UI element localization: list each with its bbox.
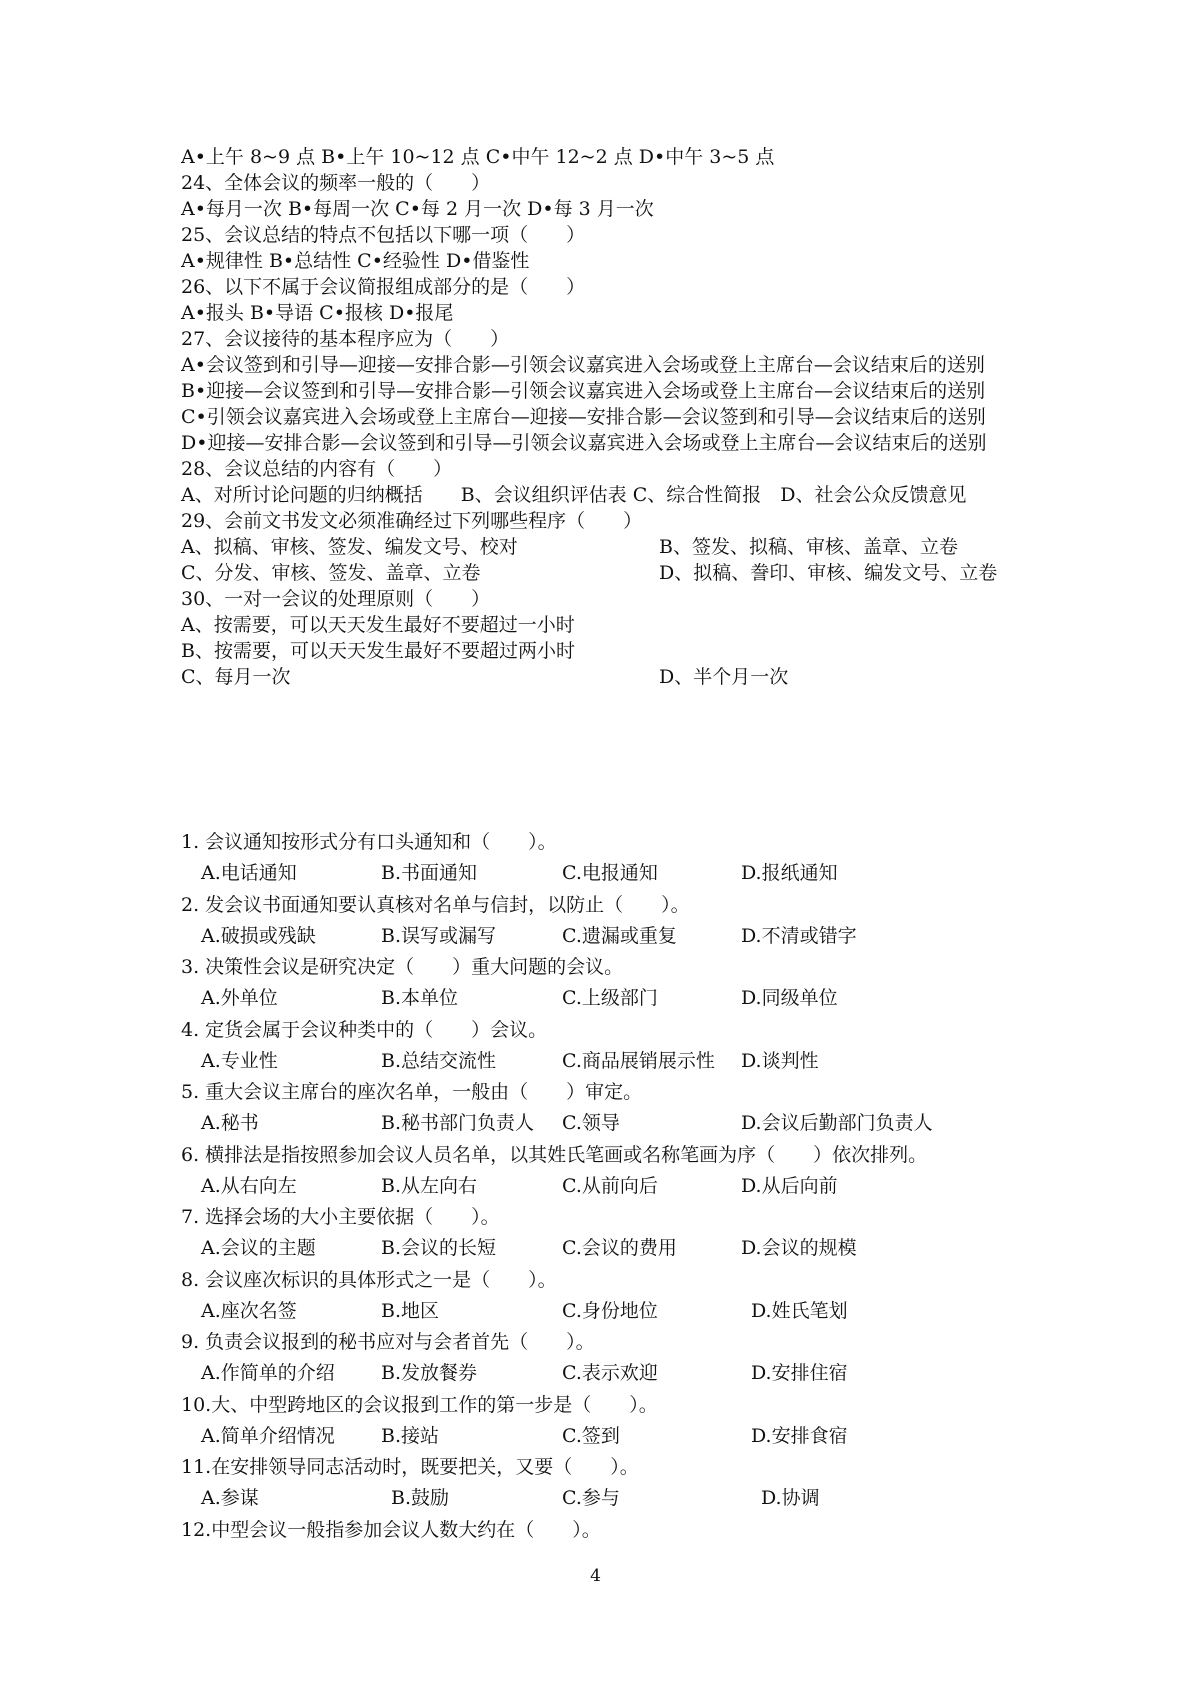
question-stem: 1. 会议通知按形式分有口头通知和（ ）。 bbox=[181, 831, 557, 853]
options-row bbox=[181, 1107, 1041, 1140]
options-row bbox=[181, 1295, 1041, 1328]
option-c: C.参与 bbox=[562, 1487, 620, 1509]
option-a: A.参谋 bbox=[201, 1487, 259, 1509]
question-stem: 12.中型会议一般指参加会议人数大约在（ ）。 bbox=[181, 1518, 601, 1541]
option-a: A.简单介绍情况 bbox=[201, 1424, 335, 1447]
option-a: A.专业性 bbox=[201, 1049, 278, 1072]
option-d: D.不清或错字 bbox=[741, 924, 857, 947]
question-stem: 11.在安排领导同志活动时，既要把关，又要（ ）。 bbox=[181, 1456, 639, 1478]
option-b: B、按需要，可以天天发生最好不要超过两小时 bbox=[181, 640, 575, 662]
option-c: C.签到 bbox=[562, 1424, 620, 1447]
option-d: D.协调 bbox=[761, 1487, 820, 1509]
text-line: A•报头 B•导语 C•报核 D•报尾 bbox=[181, 302, 454, 324]
option-b: B.会议的长短 bbox=[381, 1237, 497, 1259]
option-c: C、分发、审核、签发、盖章、立卷 bbox=[181, 562, 481, 584]
options-row bbox=[181, 982, 1041, 1015]
option-b: B.书面通知 bbox=[381, 862, 478, 884]
option-c: C.领导 bbox=[562, 1112, 620, 1134]
question-stem: 3. 决策性会议是研究决定（ ）重大问题的会议。 bbox=[181, 956, 624, 978]
option-c: C.电报通知 bbox=[562, 862, 658, 884]
option-b: B.误写或漏写 bbox=[381, 924, 497, 947]
option-a: A、拟稿、审核、签发、编发文号、校对 bbox=[181, 536, 518, 558]
option-b: B•迎接—会议签到和引导—安排合影—引领会议嘉宾进入会场或登上主席台—会议结束后的送别 bbox=[181, 380, 986, 402]
option-b: B.秘书部门负责人 bbox=[381, 1112, 535, 1134]
options-row bbox=[181, 1045, 1041, 1078]
option-c: C•引领会议嘉宾进入会场或登上主席台—迎接—安排合影—会议签到和引导—会议结束后的送别 bbox=[181, 406, 986, 428]
option-c: C.商品展销展示性 bbox=[562, 1049, 715, 1072]
question-stem: 7. 选择会场的大小主要依据（ ）。 bbox=[181, 1206, 500, 1228]
options-row bbox=[181, 1482, 1041, 1515]
question-stem: 9. 负责会议报到的秘书应对与会者首先（ ）。 bbox=[181, 1331, 595, 1353]
option-c: C.从前向后 bbox=[562, 1174, 658, 1197]
text-line: A•每月一次 B•每周一次 C•每 2 月一次 D•每 3 月一次 bbox=[181, 198, 654, 220]
option-c: C.身份地位 bbox=[562, 1299, 658, 1322]
option-d: D.从后向前 bbox=[741, 1174, 838, 1197]
option-d: D.同级单位 bbox=[741, 987, 838, 1009]
option-b: B.总结交流性 bbox=[381, 1049, 497, 1072]
option-a: A.破损或残缺 bbox=[201, 924, 316, 947]
text-line: A•上午 8~9 点 B•上午 10~12 点 C•中午 12~2 点 D•中午 3~5 点 bbox=[181, 146, 775, 168]
text-line: A•规律性 B•总结性 C•经验性 D•借鉴性 bbox=[181, 250, 530, 272]
question-28: 28、会议总结的内容有（ ） bbox=[181, 458, 453, 480]
option-b: B.鼓励 bbox=[391, 1487, 450, 1509]
text-line: 24、全体会议的频率一般的（ ） bbox=[181, 172, 491, 194]
option-c: C.会议的费用 bbox=[562, 1237, 677, 1259]
option-d: D.姓氏笔划 bbox=[751, 1299, 848, 1322]
question-stem: 10.大、中型跨地区的会议报到工作的第一步是（ ）。 bbox=[181, 1393, 658, 1416]
question-stem: 6. 横排法是指按照参加会议人员名单，以其姓氏笔画或名称笔画为序（ ）依次排列。 bbox=[181, 1143, 928, 1166]
option-d: D、半个月一次 bbox=[659, 666, 789, 688]
page-number: 4 bbox=[590, 1566, 601, 1586]
option-c: C、每月一次 bbox=[181, 666, 291, 688]
option-a: A.作简单的介绍 bbox=[201, 1362, 335, 1384]
option-d: D.安排食宿 bbox=[751, 1424, 848, 1447]
option-c: C.遗漏或重复 bbox=[562, 924, 677, 947]
options-row bbox=[181, 1357, 1041, 1390]
question-stem: 2. 发会议书面通知要认真核对名单与信封，以防止（ ）。 bbox=[181, 893, 690, 916]
question-stem: 8. 会议座次标识的具体形式之一是（ ）。 bbox=[181, 1268, 557, 1291]
option-c: C.上级部门 bbox=[562, 987, 658, 1009]
options-row bbox=[181, 857, 1041, 890]
options-row bbox=[181, 920, 1041, 953]
options-row bbox=[181, 1170, 1041, 1203]
option-a: A.外单位 bbox=[201, 987, 278, 1009]
option-d: D.报纸通知 bbox=[741, 862, 838, 884]
option-a: A.会议的主题 bbox=[201, 1237, 316, 1259]
option-d: D.会议后勤部门负责人 bbox=[741, 1112, 933, 1134]
text-line: 27、会议接待的基本程序应为（ ） bbox=[181, 328, 510, 350]
option-a: A.从右向左 bbox=[201, 1174, 297, 1197]
option-b: B.接站 bbox=[381, 1424, 440, 1447]
question-29-options-row bbox=[181, 534, 1041, 560]
option-b: B.本单位 bbox=[381, 987, 459, 1009]
option-a: A•会议签到和引导—迎接—安排合影—引领会议嘉宾进入会场或登上主席台—会议结束后的送别 bbox=[181, 354, 985, 376]
option-b: B.发放餐券 bbox=[381, 1362, 478, 1384]
text-line: 25、会议总结的特点不包括以下哪一项（ ） bbox=[181, 224, 586, 246]
question-block-1-12 bbox=[181, 827, 1041, 1545]
question-29-options-row bbox=[181, 560, 1041, 586]
option-d: D•迎接—安排合影—会议签到和引导—引领会议嘉宾进入会场或登上主席台—会议结束后的送别 bbox=[181, 432, 987, 454]
option-b: B.从左向右 bbox=[381, 1174, 478, 1197]
question-block-23-30 bbox=[181, 144, 1041, 690]
question-stem: 5. 重大会议主席台的座次名单，一般由（ ）审定。 bbox=[181, 1081, 643, 1103]
option-a: A、按需要，可以天天发生最好不要超过一小时 bbox=[181, 614, 575, 636]
options-row bbox=[181, 1232, 1041, 1265]
question-29: 29、会前文书发文必须准确经过下列哪些程序（ ） bbox=[181, 510, 643, 532]
option-a: A.座次名签 bbox=[201, 1299, 297, 1322]
option-b: B.地区 bbox=[381, 1299, 440, 1322]
option-d: D.会议的规模 bbox=[741, 1237, 857, 1259]
question-30: 30、一对一会议的处理原则（ ） bbox=[181, 588, 491, 610]
question-28-options: A、对所讨论问题的归纳概括 B、会议组织评估表 C、综合性简报 D、社会公众反馈意见 bbox=[181, 484, 967, 506]
option-a: A.电话通知 bbox=[201, 862, 297, 884]
option-c: C.表示欢迎 bbox=[562, 1362, 658, 1384]
question-30-options-row bbox=[181, 664, 1041, 690]
option-b: B、签发、拟稿、审核、盖章、立卷 bbox=[659, 536, 958, 558]
option-d: D.谈判性 bbox=[741, 1049, 819, 1072]
question-stem: 4. 定货会属于会议种类中的（ ）会议。 bbox=[181, 1018, 548, 1041]
option-d: D、拟稿、誊印、审核、编发文号、立卷 bbox=[659, 562, 998, 584]
option-a: A.秘书 bbox=[201, 1112, 259, 1134]
options-row bbox=[181, 1420, 1041, 1453]
option-d: D.安排住宿 bbox=[751, 1362, 848, 1384]
text-line: 26、以下不属于会议简报组成部分的是（ ） bbox=[181, 276, 586, 298]
